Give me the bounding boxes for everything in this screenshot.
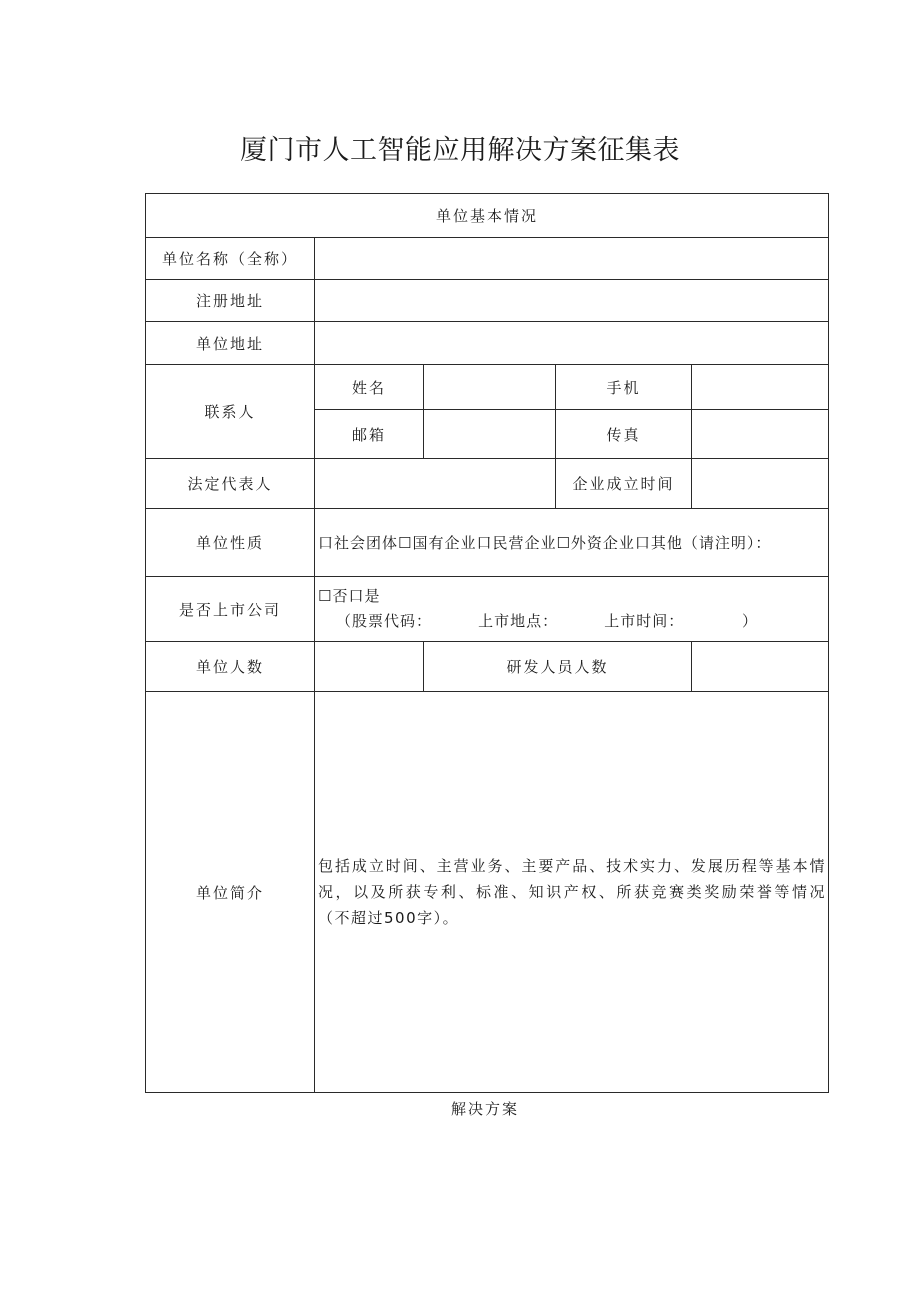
founded-field[interactable]: [692, 459, 829, 509]
intro-field[interactable]: 包括成立时间、主营业务、主要产品、技术实力、发展历程等基本情况，以及所获专利、标准、知识产权、所获竞赛类奖励荣誉等情况（不超过500字）。: [315, 692, 829, 1093]
founded-label: 企业成立时间: [556, 459, 692, 509]
fax-label: 传真: [556, 410, 692, 459]
name-label: 姓名: [315, 365, 424, 410]
legal-rep-label: 法定代表人: [146, 459, 315, 509]
rd-count-label: 研发人员人数: [424, 642, 692, 692]
nature-options[interactable]: 口社会团体☐国有企业口民营企业☐外资企业口其他（请注明）：: [315, 509, 829, 577]
mobile-label: 手机: [556, 365, 692, 410]
contact-label: 联系人: [146, 365, 315, 459]
nature-label: 单位性质: [146, 509, 315, 577]
email-field[interactable]: [424, 410, 556, 459]
listed-field[interactable]: [315, 577, 829, 642]
name-field[interactable]: [424, 365, 556, 410]
rd-count-field[interactable]: [692, 642, 829, 692]
registered-address-label: 注册地址: [146, 280, 315, 322]
listed-label: 是否上市公司: [146, 577, 315, 642]
solution-heading: 解决方案: [450, 1100, 519, 1118]
unit-name-label: 单位名称（全称）: [146, 238, 315, 280]
unit-address-field[interactable]: [315, 322, 829, 365]
registered-address-field[interactable]: [315, 280, 829, 322]
email-label: 邮箱: [315, 410, 424, 459]
section-header: 单位基本情况: [146, 194, 829, 238]
page-title: 厦门市人工智能应用解决方案征集表: [240, 135, 680, 166]
listed-details: （股票代码： 上市地点： 上市时间： ）: [336, 612, 758, 630]
fax-field[interactable]: [692, 410, 829, 459]
intro-label: 单位简介: [146, 692, 315, 1093]
unit-address-label: 单位地址: [146, 322, 315, 365]
mobile-field[interactable]: [692, 365, 829, 410]
listed-options[interactable]: ☐否口是: [318, 587, 381, 605]
legal-rep-field[interactable]: [315, 459, 556, 509]
staff-count-field[interactable]: [315, 642, 424, 692]
basic-info-table: [145, 193, 829, 1093]
staff-count-label: 单位人数: [146, 642, 315, 692]
unit-name-field[interactable]: [315, 238, 829, 280]
